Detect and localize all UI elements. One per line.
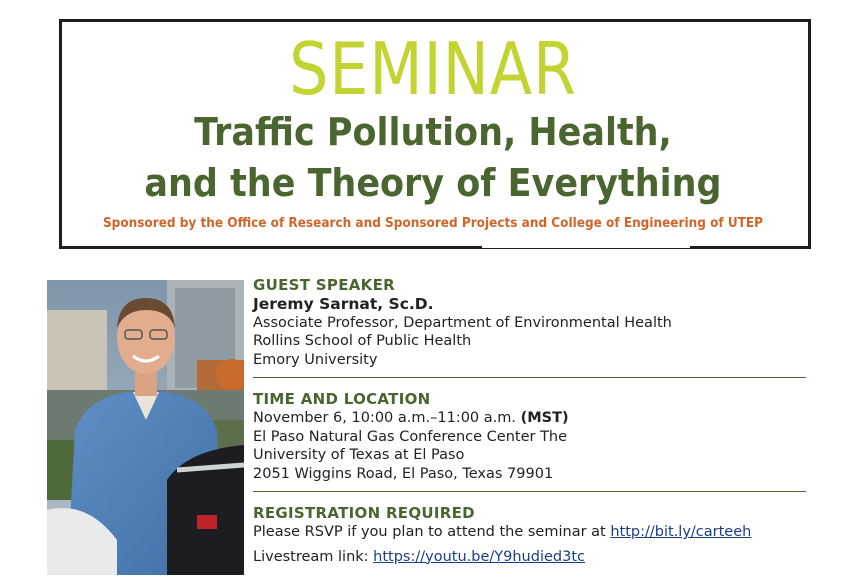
event-timezone: (MST): [520, 410, 569, 426]
rsvp-text: Please RSVP if you plan to attend the seminar at: [253, 524, 611, 540]
section-divider: [253, 491, 806, 492]
venue-line-1: El Paso Natural Gas Conference Center The: [253, 428, 568, 445]
guest-speaker-heading: GUEST SPEAKER: [253, 276, 395, 294]
speaker-title: Associate Professor, Department of Environmental Health: [253, 314, 672, 331]
section-divider: [253, 377, 806, 378]
venue-line-2: University of Texas at El Paso: [253, 447, 465, 463]
speaker-university: Emory University: [253, 351, 378, 368]
livestream-link[interactable]: https://youtu.be/Y9hudied3tc: [373, 548, 585, 565]
speaker-photo: [47, 280, 244, 575]
time-location-heading: TIME AND LOCATION: [253, 390, 431, 408]
sponsor-text: Sponsored by the Office of Research and Sponsored Projects and College of Engineering of UTEP: [102, 216, 764, 231]
event-date: [253, 409, 806, 428]
frame-gap: [482, 240, 690, 248]
speaker-name: Jeremy Sarnat, Sc.D.: [253, 295, 434, 313]
livestream-line: [253, 548, 806, 567]
livestream-text: Livestream link:: [253, 548, 374, 565]
title-line-1: Traffic Pollution, Health,: [194, 110, 672, 154]
registration-heading: REGISTRATION REQUIRED: [253, 504, 475, 522]
event-date-text: November 6, 10:00 a.m.–11:00 a.m.: [253, 410, 521, 426]
venue-address: 2051 Wiggins Road, El Paso, Texas 79901: [253, 465, 554, 482]
title-line-2: and the Theory of Everything: [144, 161, 722, 205]
speaker-school: Rollins School of Public Health: [253, 333, 472, 349]
rsvp-line: [253, 523, 806, 542]
info-column: [253, 276, 806, 566]
seminar-heading: SEMINAR: [289, 27, 577, 111]
rsvp-link[interactable]: http://bit.ly/carteeh: [610, 524, 752, 540]
